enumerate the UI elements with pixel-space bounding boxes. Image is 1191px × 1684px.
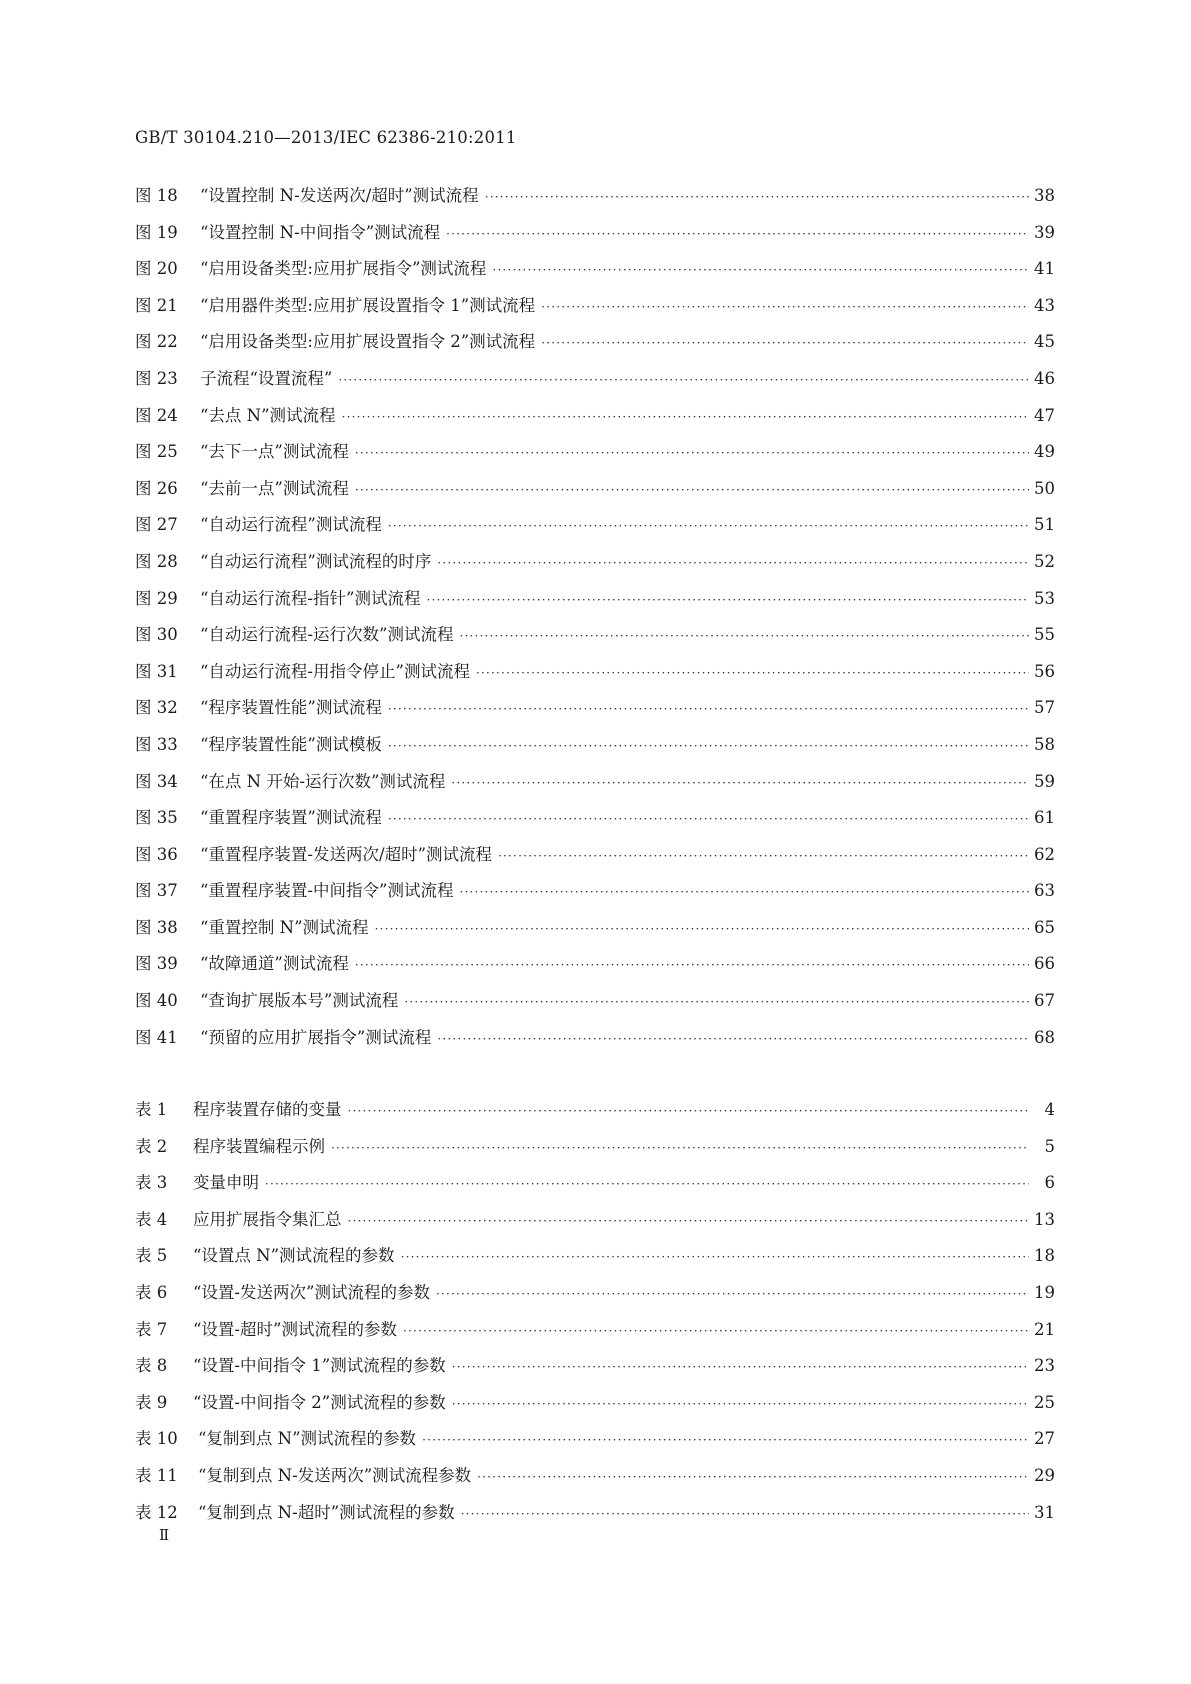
table-number: 表 2 — [135, 1136, 168, 1156]
figure-title: 子流程“设置流程” — [200, 368, 333, 388]
figure-title: “设置控制 N-发送两次/超时”测试流程 — [200, 186, 479, 205]
dot-leader — [476, 655, 1029, 692]
figure-number: 图 33 — [135, 734, 178, 754]
figure-entry[interactable] — [135, 983, 1055, 1020]
table-title: 程序装置编程示例 — [193, 1136, 325, 1156]
figure-title: “程序装置性能”测试模板 — [200, 734, 382, 754]
figure-page-number: 46 — [1034, 368, 1055, 388]
figure-page-number: 66 — [1034, 954, 1055, 974]
figure-page-number: 56 — [1034, 661, 1055, 681]
figure-title: “自动运行流程”测试流程 — [200, 515, 382, 535]
figure-title: “启用器件类型:应用扩展设置指令 1”测试流程 — [200, 295, 536, 315]
figure-number: 图 20 — [135, 259, 178, 279]
dot-leader — [452, 1386, 1029, 1423]
table-entry[interactable] — [135, 1458, 1055, 1495]
table-page-number: 23 — [1034, 1356, 1055, 1376]
figure-entry[interactable] — [135, 178, 1055, 215]
table-page-number: 19 — [1034, 1282, 1055, 1302]
figure-title: “查询扩展版本号”测试流程 — [200, 991, 399, 1011]
figure-number: 图 39 — [135, 954, 178, 974]
dot-leader — [265, 1166, 1029, 1203]
dot-leader — [388, 728, 1029, 765]
figure-entry[interactable] — [135, 837, 1055, 874]
table-number: 表 11 — [135, 1465, 178, 1485]
table-number: 表 12 — [135, 1502, 178, 1522]
figure-title: “去前一点”测试流程 — [200, 478, 349, 498]
figure-list — [135, 178, 1055, 1056]
dot-leader — [401, 1239, 1029, 1276]
figure-page-number: 65 — [1034, 917, 1055, 937]
figure-page-number: 63 — [1034, 881, 1055, 901]
figure-title: “在点 N 开始-运行次数”测试流程 — [200, 771, 446, 791]
figure-entry[interactable] — [135, 654, 1055, 691]
figure-title: “设置控制 N-中间指令”测试流程 — [200, 222, 441, 242]
figure-title: “故障通道”测试流程 — [200, 954, 349, 974]
table-list — [135, 1092, 1055, 1531]
table-title: “设置-中间指令 2”测试流程的参数 — [193, 1392, 446, 1412]
table-page-number: 29 — [1034, 1465, 1055, 1485]
figure-page-number: 58 — [1034, 734, 1055, 754]
figure-title: “启用设备类型:应用扩展设置指令 2”测试流程 — [200, 332, 536, 352]
figure-title: “重置程序装置”测试流程 — [200, 808, 382, 828]
document-header: GB/T 30104.210—2013/IEC 62386-210:2011 — [135, 128, 517, 147]
dot-leader — [541, 325, 1029, 362]
dot-leader — [437, 1021, 1029, 1058]
table-title: “复制到点 N-超时”测试流程的参数 — [198, 1502, 455, 1522]
table-title: 程序装置存储的变量 — [193, 1100, 342, 1119]
figure-title: “启用设备类型:应用扩展指令”测试流程 — [200, 259, 487, 279]
figure-number: 图 32 — [135, 698, 178, 718]
dot-leader — [422, 1422, 1029, 1459]
dot-leader — [338, 362, 1029, 399]
table-number: 表 6 — [135, 1282, 168, 1302]
table-number: 表 4 — [135, 1209, 168, 1229]
figure-entry[interactable] — [135, 617, 1055, 654]
dot-leader — [436, 1276, 1029, 1313]
figure-page-number: 57 — [1034, 698, 1055, 718]
figure-title: “自动运行流程-指针”测试流程 — [200, 588, 421, 608]
figure-title: “自动运行流程-运行次数”测试流程 — [200, 625, 454, 645]
figure-number: 图 27 — [135, 515, 178, 535]
figure-entry[interactable] — [135, 507, 1055, 544]
table-entry[interactable] — [135, 1348, 1055, 1385]
dot-leader — [348, 1203, 1030, 1240]
table-page-number: 31 — [1034, 1502, 1055, 1522]
table-title: 变量申明 — [193, 1173, 259, 1193]
figure-number: 图 36 — [135, 844, 178, 864]
figure-entry[interactable] — [135, 288, 1055, 325]
dot-leader — [355, 947, 1029, 984]
table-entry[interactable] — [135, 1129, 1055, 1166]
figure-entry[interactable] — [135, 946, 1055, 983]
dot-leader — [388, 508, 1029, 545]
table-page-number: 25 — [1034, 1392, 1055, 1412]
table-number: 表 9 — [135, 1392, 168, 1412]
figure-number: 图 25 — [135, 442, 178, 462]
figure-page-number: 67 — [1034, 991, 1055, 1011]
dot-leader — [355, 435, 1029, 472]
dot-leader — [541, 289, 1029, 326]
figure-number: 图 34 — [135, 771, 178, 791]
figure-entry[interactable] — [135, 251, 1055, 288]
figure-entry[interactable] — [135, 690, 1055, 727]
figure-page-number: 50 — [1034, 478, 1055, 498]
figure-number: 图 29 — [135, 588, 178, 608]
table-title: “复制到点 N”测试流程的参数 — [198, 1429, 417, 1449]
table-number: 表 7 — [135, 1319, 168, 1339]
figure-title: “重置程序装置-中间指令”测试流程 — [200, 881, 454, 901]
figure-number: 图 30 — [135, 625, 178, 645]
figure-number: 图 21 — [135, 295, 178, 315]
figure-page-number: 45 — [1034, 332, 1055, 352]
table-entry[interactable] — [135, 1275, 1055, 1312]
dot-leader — [446, 216, 1029, 253]
figure-page-number: 68 — [1034, 1027, 1055, 1047]
figure-entry[interactable] — [135, 873, 1055, 910]
dot-leader — [426, 582, 1029, 619]
figure-page-number: 59 — [1034, 771, 1055, 791]
figure-page-number: 52 — [1034, 551, 1055, 571]
figure-entry[interactable] — [135, 581, 1055, 618]
table-title: “复制到点 N-发送两次”测试流程参数 — [198, 1465, 472, 1485]
dot-leader — [331, 1130, 1029, 1167]
figure-number: 图 23 — [135, 368, 178, 388]
figure-entry[interactable] — [135, 471, 1055, 508]
table-entry[interactable] — [135, 1165, 1055, 1202]
table-page-number: 4 — [1044, 1100, 1055, 1119]
figure-page-number: 51 — [1034, 515, 1055, 535]
figure-number: 图 35 — [135, 808, 178, 828]
figure-entry[interactable] — [135, 1020, 1055, 1057]
table-entry[interactable] — [135, 1238, 1055, 1275]
figure-page-number: 49 — [1034, 442, 1055, 462]
dot-leader — [498, 838, 1029, 875]
figure-entry[interactable] — [135, 434, 1055, 471]
dot-leader — [437, 545, 1029, 582]
dot-leader — [388, 691, 1029, 728]
figure-title: “自动运行流程”测试流程的时序 — [200, 551, 432, 571]
table-number: 表 3 — [135, 1173, 168, 1193]
figure-number: 图 37 — [135, 881, 178, 901]
figure-entry[interactable] — [135, 215, 1055, 252]
figure-page-number: 43 — [1034, 295, 1055, 315]
dot-leader — [375, 911, 1029, 948]
figure-title: “去点 N”测试流程 — [200, 405, 336, 425]
figure-number: 图 28 — [135, 551, 178, 571]
dot-leader — [461, 1496, 1029, 1533]
dot-leader — [452, 1349, 1029, 1386]
dot-leader — [348, 1093, 1030, 1130]
dot-leader — [485, 179, 1029, 216]
dot-leader — [477, 1459, 1029, 1496]
dot-leader — [355, 472, 1029, 509]
table-page-number: 27 — [1034, 1429, 1055, 1449]
figure-title: “自动运行流程-用指令停止”测试流程 — [200, 661, 470, 681]
figure-number: 图 40 — [135, 991, 178, 1011]
figure-number: 图 38 — [135, 917, 178, 937]
figure-title: “程序装置性能”测试流程 — [200, 698, 382, 718]
figure-number: 图 19 — [135, 222, 178, 242]
table-title: “设置-中间指令 1”测试流程的参数 — [193, 1356, 446, 1376]
figure-entry[interactable] — [135, 764, 1055, 801]
figure-entry[interactable] — [135, 544, 1055, 581]
table-entry[interactable] — [135, 1092, 1055, 1129]
table-entry[interactable] — [135, 1202, 1055, 1239]
table-page-number: 5 — [1044, 1136, 1055, 1156]
figure-entry[interactable] — [135, 361, 1055, 398]
figure-entry[interactable] — [135, 727, 1055, 764]
figure-page-number: 38 — [1034, 186, 1055, 205]
table-number: 表 10 — [135, 1429, 178, 1449]
figure-number: 图 22 — [135, 332, 178, 352]
table-entry[interactable] — [135, 1312, 1055, 1349]
figure-number: 图 41 — [135, 1027, 178, 1047]
figure-page-number: 55 — [1034, 625, 1055, 645]
dot-leader — [342, 399, 1029, 436]
dot-leader — [404, 984, 1029, 1021]
figure-entry[interactable] — [135, 910, 1055, 947]
table-entry[interactable] — [135, 1495, 1055, 1532]
table-title: “设置-发送两次”测试流程的参数 — [193, 1282, 430, 1302]
figure-entry[interactable] — [135, 398, 1055, 435]
figure-number: 图 24 — [135, 405, 178, 425]
dot-leader — [459, 618, 1029, 655]
figure-title: “去下一点”测试流程 — [200, 442, 349, 462]
table-entry[interactable] — [135, 1385, 1055, 1422]
table-page-number: 6 — [1044, 1173, 1055, 1193]
figure-page-number: 39 — [1034, 222, 1055, 242]
table-entry[interactable] — [135, 1421, 1055, 1458]
table-number: 表 5 — [135, 1246, 168, 1266]
dot-leader — [492, 252, 1029, 289]
figure-number: 图 18 — [135, 186, 178, 205]
table-number: 表 1 — [135, 1100, 168, 1119]
figure-title: “重置程序装置-发送两次/超时”测试流程 — [200, 844, 493, 864]
figure-number: 图 26 — [135, 478, 178, 498]
figure-page-number: 61 — [1034, 808, 1055, 828]
figure-number: 图 31 — [135, 661, 178, 681]
dot-leader — [403, 1313, 1029, 1350]
table-page-number: 18 — [1034, 1246, 1055, 1266]
figure-page-number: 47 — [1034, 405, 1055, 425]
figure-page-number: 41 — [1034, 259, 1055, 279]
dot-leader — [451, 765, 1029, 802]
table-title: “设置-超时”测试流程的参数 — [193, 1319, 397, 1339]
table-number: 表 8 — [135, 1356, 168, 1376]
figure-entry[interactable] — [135, 324, 1055, 361]
figure-page-number: 62 — [1034, 844, 1055, 864]
figure-page-number: 53 — [1034, 588, 1055, 608]
table-title: 应用扩展指令集汇总 — [193, 1209, 342, 1229]
figure-entry[interactable] — [135, 800, 1055, 837]
table-page-number: 21 — [1034, 1319, 1055, 1339]
table-title: “设置点 N”测试流程的参数 — [193, 1246, 395, 1266]
dot-leader — [459, 874, 1029, 911]
table-page-number: 13 — [1034, 1209, 1055, 1229]
page-number: Ⅱ — [159, 1526, 170, 1544]
figure-title: “预留的应用扩展指令”测试流程 — [200, 1027, 432, 1047]
figure-title: “重置控制 N”测试流程 — [200, 917, 369, 937]
dot-leader — [388, 801, 1029, 838]
